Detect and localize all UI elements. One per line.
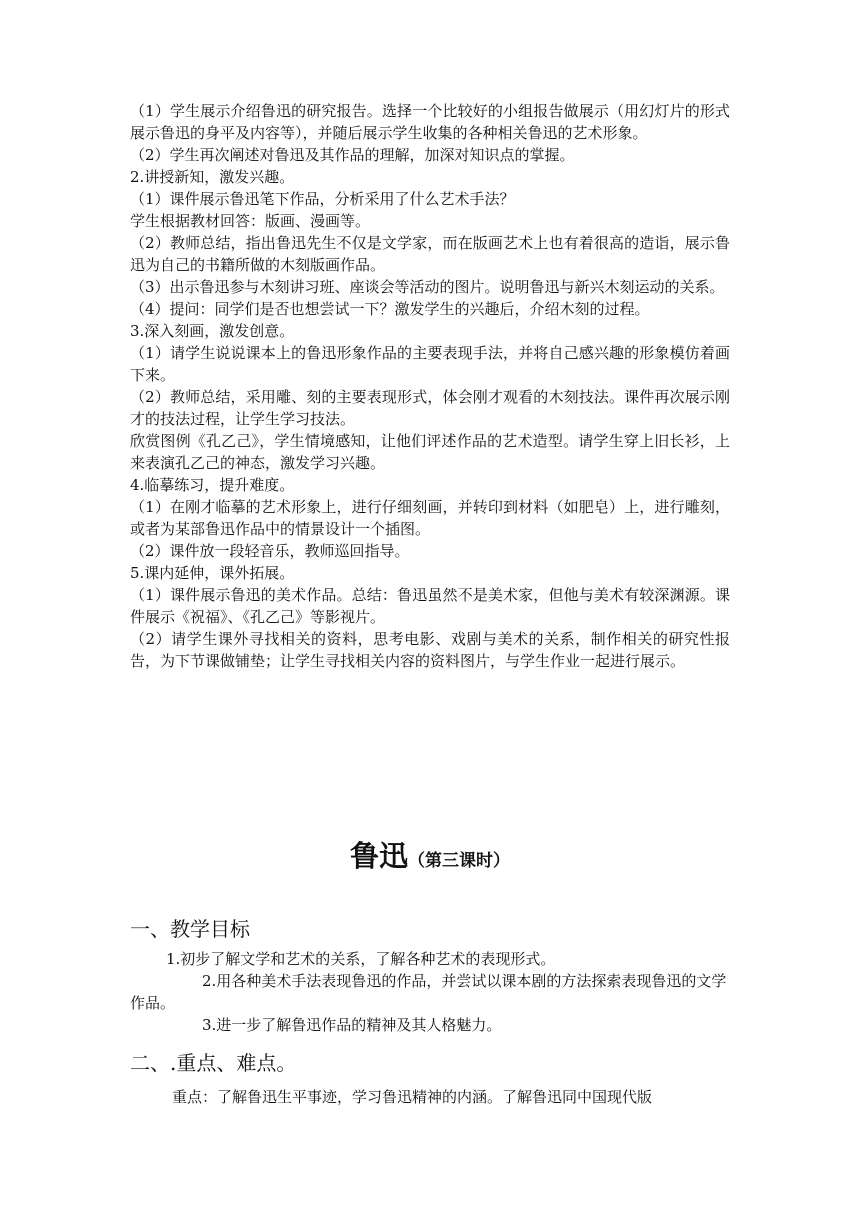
body-paragraph: （2）教师总结，采用雕、刻的主要表现形式，体会刚才观看的木刻技法。课件再次展示刚才的技法过程，让学生学习技法。 — [130, 388, 730, 428]
body-paragraph: （1）课件展示鲁迅的美术作品。总结：鲁迅虽然不是美术家，但他与美术有较深渊源。课件展示《祝福》、《孔乙己》等影视片。 — [130, 586, 730, 626]
objective-item: 2.用各种美术手法表现鲁迅的作品，并尝试以课本剧的方法探索表现鲁迅的文学作品。 — [130, 972, 727, 1012]
section-heading: 一、教学目标 — [130, 917, 250, 941]
objective-item: 1.初步了解文学和艺术的关系，了解各种艺术的表现形式。 — [166, 950, 556, 968]
section-heading: 二、.重点、难点。 — [130, 1051, 297, 1075]
step-heading: 4.临摹练习，提升难度。 — [130, 476, 295, 494]
body-paragraph: （1）课件展示鲁迅笔下作品，分析采用了什么艺术手法？ — [130, 190, 515, 208]
body-paragraph: （4）提问：同学们是否也想尝试一下？激发学生的兴趣后，介绍木刻的过程。 — [130, 300, 650, 318]
lesson-body — [130, 100, 730, 672]
body-paragraph: （2）教师总结，指出鲁迅先生不仅是文学家，而在版画艺术上也有着很高的造诣，展示鲁迅为自己的书籍所做的木刻版画作品。 — [130, 234, 730, 274]
key-points-text: 重点：了解鲁迅生平事迹，学习鲁迅精神的内涵。了解鲁迅同中国现代版 — [172, 1088, 653, 1106]
objective-item: 3.进一步了解鲁迅作品的精神及其人格魅力。 — [202, 1016, 502, 1034]
body-paragraph: （2）请学生课外寻找相关的资料，思考电影、戏剧与美术的关系，制作相关的研究性报告，为下节课做铺垫；让学生寻找相关内容的资料图片，与学生作业一起进行展示。 — [130, 630, 730, 670]
body-paragraph: 欣赏图例《孔乙己》，学生情境感知，让他们评述作品的艺术造型。请学生穿上旧长衫，上来表演孔乙己的神态，激发学习兴趣。 — [130, 432, 730, 472]
body-paragraph: （3）出示鲁迅参与木刻讲习班、座谈会等活动的图片。说明鲁迅与新兴木刻运动的关系。 — [130, 278, 725, 296]
body-paragraph: （2）课件放一段轻音乐，教师巡回指导。 — [130, 542, 410, 560]
body-paragraph: （2）学生再次阐述对鲁迅及其作品的理解，加深对知识点的掌握。 — [130, 146, 575, 164]
body-paragraph: （1）请学生说说课本上的鲁迅形象作品的主要表现手法，并将自己感兴趣的形象模仿着画下来。 — [130, 344, 730, 384]
section-objectives — [130, 914, 730, 1036]
lesson-title-main: 鲁迅 — [349, 839, 408, 873]
lesson-title-sub: （第三课时） — [408, 851, 510, 871]
step-heading: 2.讲授新知，激发兴趣。 — [130, 168, 295, 186]
section-key-points — [130, 1048, 730, 1108]
body-paragraph: （1）学生展示介绍鲁迅的研究报告。选择一个比较好的小组报告做展示（用幻灯片的形式展示鲁迅的身平及内容等），并随后展示学生收集的各种相关鲁迅的艺术形象。 — [130, 102, 730, 142]
step-heading: 5.课内延伸，课外拓展。 — [130, 564, 295, 582]
step-heading: 3.深入刻画，激发创意。 — [130, 322, 295, 340]
body-paragraph: 学生根据教材回答：版画、漫画等。 — [130, 212, 371, 230]
lesson-title — [0, 836, 860, 881]
body-paragraph: （1）在刚才临摹的艺术形象上，进行仔细刻画，并转印到材料（如肥皂）上，进行雕刻，或者为某部鲁迅作品中的情景设计一个插图。 — [130, 498, 730, 538]
